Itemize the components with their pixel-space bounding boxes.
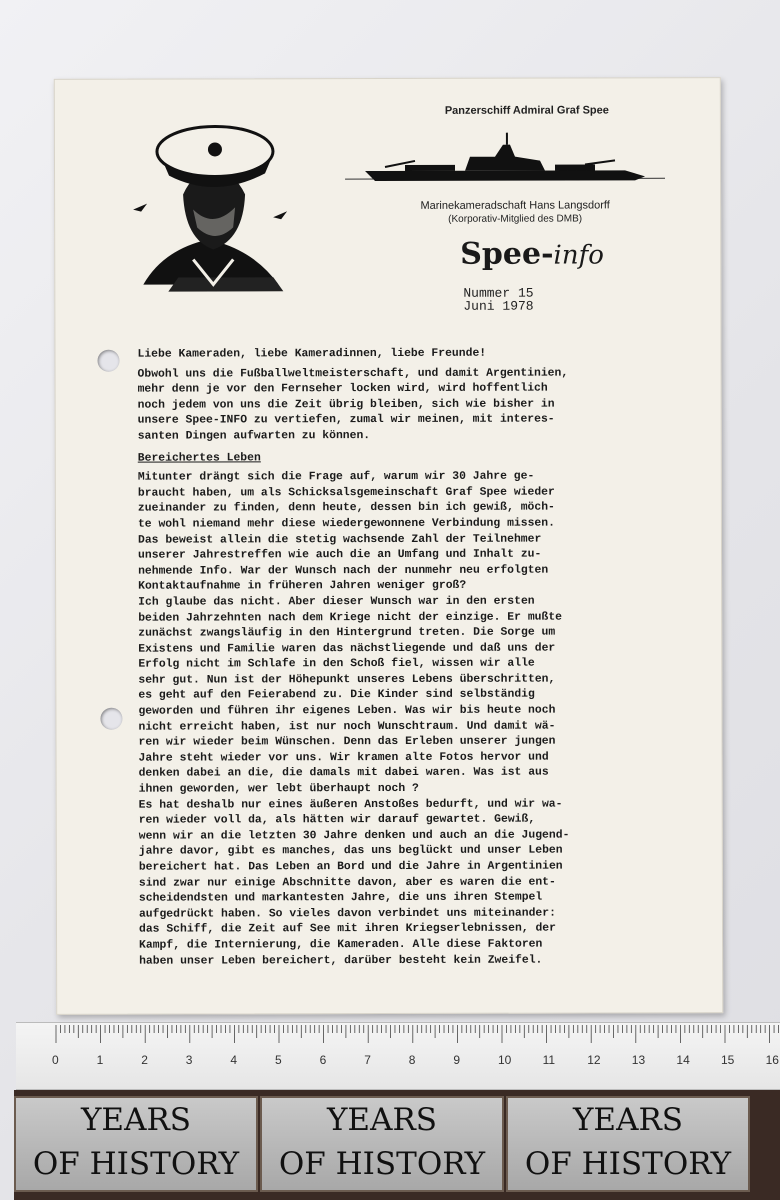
watermark-line2: OF HISTORY <box>32 1146 240 1182</box>
ruler-number: 15 <box>721 1053 735 1067</box>
text-line: Existens und Familie waren das nächstliegende und daß uns der <box>138 642 556 656</box>
intro-paragraph <box>138 366 708 445</box>
ruler-number: 11 <box>542 1053 556 1067</box>
punch-hole-top <box>97 350 119 372</box>
watermark-line1: YEARS <box>572 1102 684 1138</box>
text-line: ihnen geworden, wer lebt überhaupt noch ? <box>138 782 419 796</box>
ruler-number: 4 <box>230 1053 238 1067</box>
organization-subtitle: (Korporativ-Mitglied des DMB) <box>448 213 583 225</box>
text-line: ren wieder voll da, als hätten wir darauf gewartet. Gewiß, <box>138 813 536 827</box>
letter-body <box>137 346 709 970</box>
text-line: es geht auf den Feierabend zu. Die Kinder sind selbständig <box>138 689 535 703</box>
text-line: zunächst zwangsläufig in den Hintergrund treten. Die Sorge um <box>138 626 556 640</box>
text-line: braucht haben, um als Schicksalsgemeinschaft Graf Spee wieder <box>137 486 555 500</box>
ruler-number: 13 <box>631 1053 646 1067</box>
ruler-number: 9 <box>453 1053 461 1067</box>
text-line: Ich glaube das nicht. Aber dieser Wunsch war in den ersten <box>138 595 535 609</box>
text-line: beiden Jahrzehnten nach dem Kriege nicht der einzige. Er mußte <box>138 611 563 625</box>
text-line: unsere Spee-INFO zu vertiefen, zumal wir meinen, mit interes- <box>137 413 555 428</box>
text-line: geworden und führen ihr eigenes Leben. Was wir bis heute noch <box>138 704 556 718</box>
ruler-number: 12 <box>587 1053 601 1067</box>
text-line: Kontaktaufnahme in früheren Jahren weniger groß? <box>138 580 467 593</box>
text-line: nehmende Info. War der Wunsch nach der nunmehr neu erfolgten <box>138 564 549 578</box>
text-line: Jahre steht wieder vor uns. Wir kramen alte Fotos hervor und <box>138 751 549 765</box>
watermark-line2: OF HISTORY <box>524 1146 732 1182</box>
ruler-ticks <box>16 1023 780 1063</box>
text-line: scheidendsten und markantesten Jahre, die uns ihren Stempel <box>138 891 543 905</box>
text-line: nicht erreicht haben, ist nur noch Wunschtraum. Und damit wä- <box>138 720 556 734</box>
spee-info-logo <box>460 236 604 271</box>
text-line: das Schiff, die Zeit auf See mit ihren Kriegserlebnissen, der <box>138 922 556 937</box>
ruler <box>16 1022 780 1090</box>
text-line: aufgedrückt haben. So vieles davon verbindet uns miteinander: <box>138 907 556 921</box>
punch-hole-bottom <box>100 708 122 730</box>
ruler-number: 16 <box>765 1053 779 1067</box>
text-line: Obwohl uns die Fußballweltmeisterschaft, und damit Argentinien, <box>137 367 569 381</box>
watermark-strip <box>14 1090 780 1200</box>
text-line: te wohl niemand mehr diese wiedergewonnene Verbindung missen. <box>137 517 555 531</box>
watermark-logo <box>506 1096 750 1192</box>
text-line: sehr gut. Nun ist der Höhepunkt unseres Lebens überschritten, <box>138 673 556 687</box>
organization-name: Marinekameradschaft Hans Langsdorff <box>420 199 610 212</box>
ruler-number: 10 <box>498 1053 512 1067</box>
issue-info <box>463 287 533 313</box>
text-line: Erfolg nicht im Schlafe in den Schoß fiel, wissen wir alle <box>138 657 535 671</box>
greeting-line: Liebe Kameraden, liebe Kameradinnen, liebe Freunde! <box>137 347 487 361</box>
ruler-number: 2 <box>141 1053 148 1067</box>
watermark-logo <box>260 1096 504 1192</box>
ruler-number: 1 <box>96 1053 104 1067</box>
text-line: Kampf, die Internierung, die Kameraden. Alle diese Faktoren <box>139 938 543 952</box>
ruler-number: 3 <box>185 1053 193 1067</box>
watermark-line1: YEARS <box>326 1102 438 1138</box>
organization-block <box>385 198 645 227</box>
issue-date: Juni 1978 <box>463 298 534 314</box>
text-line: noch jedem von uns die Zeit übrig bleiben, sich wie bisher in <box>137 398 555 412</box>
logo-info-text: info <box>553 240 604 271</box>
text-line: Das beweist allein die stetig wachsende Zahl der Teilnehmer <box>137 533 542 547</box>
ruler-number: 14 <box>676 1053 690 1067</box>
text-line: zueinander zu finden, denn heute, dessen bin ich gewiß, möch- <box>137 501 555 515</box>
text-line: haben unser Leben bereichert, darüber besteht kein Zweifel. <box>139 954 543 968</box>
text-line: wenn wir an die letzten 30 Jahre denken und auch an die Jugend- <box>138 829 570 843</box>
ruler-number: 0 <box>52 1053 59 1067</box>
text-line: sind zwar nur einige Abschnitte davon, aber es waren die ent- <box>138 876 556 890</box>
section-heading: Bereichertes Leben <box>137 451 261 465</box>
watermark-line2: OF HISTORY <box>278 1146 486 1182</box>
text-line: bereichert hat. Das Leben an Bord und die Jahre in Argentinien <box>138 860 563 874</box>
ruler-number: 7 <box>364 1053 371 1067</box>
ruler-number: 8 <box>408 1053 416 1067</box>
issue-number: Nummer 15 <box>463 285 534 301</box>
newsletter-page <box>54 77 723 1015</box>
ship-title: Panzerschiff Admiral Graf Spee <box>444 104 609 117</box>
ruler-number: 6 <box>319 1053 327 1067</box>
text-line: ren wir wieder beim Wünschen. Denn das Erleben unserer jungen <box>138 735 556 749</box>
text-line: Mitunter drängt sich die Frage auf, warum wir 30 Jahre ge- <box>137 470 535 484</box>
logo-main-text: Spee- <box>460 236 554 272</box>
text-line: denken dabei an die, die damals mit dabei waren. Was ist aus <box>138 767 549 781</box>
main-paragraph <box>138 469 709 969</box>
watermark-logo <box>14 1096 258 1192</box>
battleship-silhouette-image <box>345 130 665 191</box>
text-line: unserer Jahrestreffen wie auch die an Umfang und Inhalt zu- <box>138 548 542 562</box>
text-line: mehr denn je vor den Fernseher locken wird, wird hoffentlich <box>137 382 548 396</box>
text-line: santen Dingen aufwarten zu können. <box>137 430 371 443</box>
text-line: Es hat deshalb nur eines äußeren Anstoßes bedurft, und wir wa- <box>138 798 563 812</box>
ruler-number: 5 <box>275 1053 282 1067</box>
text-line: jahre davor, gibt es manches, das uns beglückt und unser Leben <box>138 844 563 859</box>
captain-portrait-image <box>123 99 294 294</box>
watermark-line1: YEARS <box>80 1102 192 1138</box>
